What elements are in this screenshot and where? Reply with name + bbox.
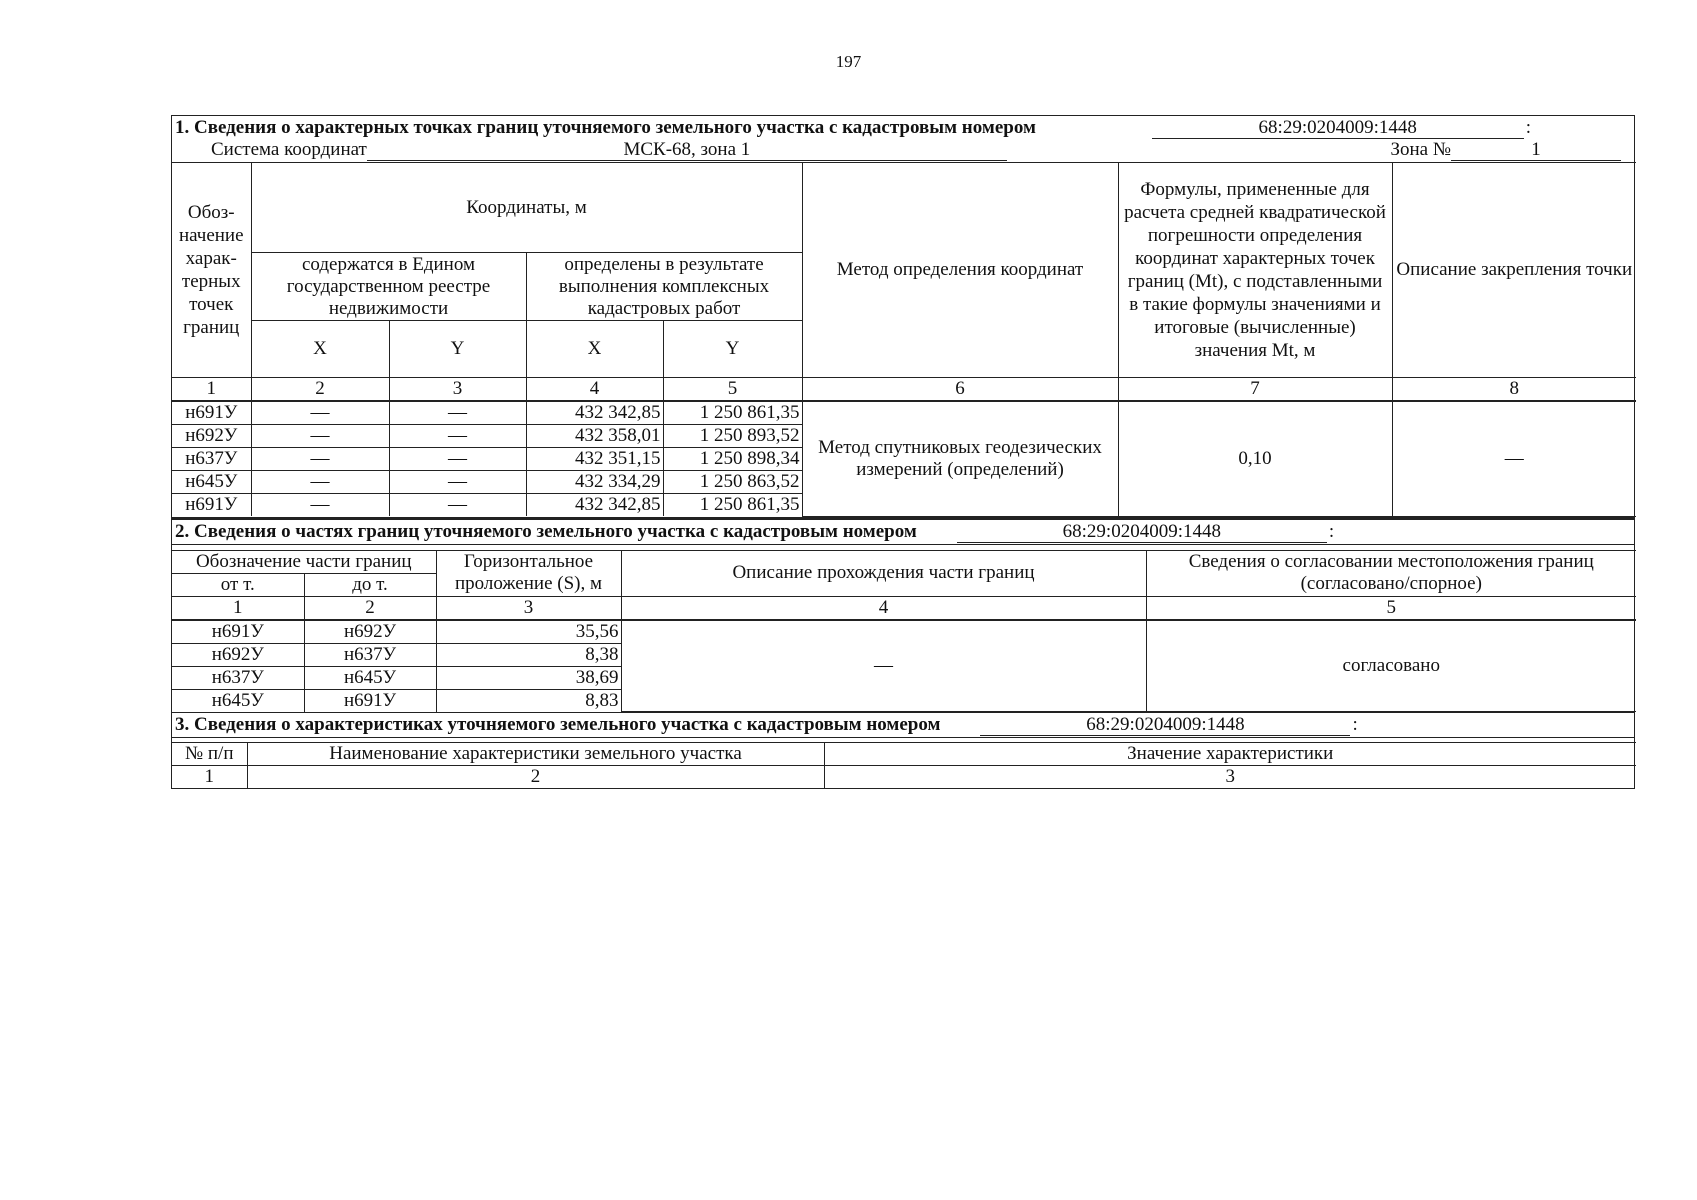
section-3-colon: : — [1352, 714, 1358, 735]
reg-y-value: — — [389, 448, 526, 471]
header-reg-x: X — [251, 321, 389, 378]
agreement-value: согласовано — [1146, 620, 1636, 712]
section-1-colon: : — [1525, 117, 1531, 138]
header-determined: определены в результате выполнения комплексных кадастровых работ — [526, 253, 802, 321]
from-point: н645У — [172, 689, 304, 712]
zone-label: Зона № — [1390, 139, 1451, 160]
horizontal-value: 8,83 — [436, 689, 621, 712]
col-number: 3 — [824, 766, 1636, 789]
horizontal-value: 8,38 — [436, 643, 621, 666]
to-point: н637У — [304, 643, 436, 666]
header-formulas: Формулы, примененные для расчета средней квадратической погрешности определения координат характерных точек границ (Mt), с подставленными в такие формулы значениями и итоговые (вычисленные) значения Mt, м — [1118, 163, 1392, 378]
y-value: 1 250 898,34 — [663, 448, 802, 471]
col-number: 5 — [1146, 596, 1636, 620]
header-value: Значение характеристики — [824, 743, 1636, 766]
header-in-registry: содержатся в Едином государственном реестре недвижимости — [251, 253, 526, 321]
y-value: 1 250 863,52 — [663, 471, 802, 494]
section-3 — [171, 713, 1635, 789]
point-name: н637У — [172, 448, 251, 471]
document-body — [171, 115, 1635, 789]
section-2 — [171, 518, 1635, 714]
header-description: Описание прохождения части границ — [621, 550, 1146, 596]
x-value: 432 334,29 — [526, 471, 663, 494]
to-point: н692У — [304, 620, 436, 644]
x-value: 432 358,01 — [526, 425, 663, 448]
header-horizontal: Горизонтальное проложение (S), м — [436, 550, 621, 596]
header-num: № п/п — [172, 743, 247, 766]
to-point: н645У — [304, 666, 436, 689]
reg-y-value: — — [389, 494, 526, 517]
col-number: 3 — [436, 596, 621, 620]
mt-value: 0,10 — [1118, 401, 1392, 516]
y-value: 1 250 861,35 — [663, 401, 802, 425]
col-number: 4 — [621, 596, 1146, 620]
col-number: 7 — [1118, 378, 1392, 402]
section-1-cadastral-number: 68:29:0204009:1448 — [1152, 118, 1524, 139]
header-fixing: Описание закрепления точки — [1392, 163, 1636, 378]
section-2-title: 2. Сведения о частях границ уточняемого земельного участка с кадастровым номером — [175, 520, 917, 542]
reg-y-value: — — [389, 401, 526, 425]
coord-system-value: МСК-68, зона 1 — [367, 140, 1007, 161]
page-number: 197 — [835, 52, 862, 71]
header-reg-y: Y — [389, 321, 526, 378]
y-value: 1 250 861,35 — [663, 494, 802, 517]
section-3-header — [172, 713, 1634, 738]
header-coordinates: Координаты, м — [251, 163, 802, 253]
col-number: 8 — [1392, 378, 1636, 402]
to-point: н691У — [304, 689, 436, 712]
col-number: 3 — [389, 378, 526, 402]
section-2-header — [172, 520, 1634, 545]
header-part-designation: Обозначение части границ — [172, 550, 436, 573]
point-name: н645У — [172, 471, 251, 494]
col-number: 2 — [304, 596, 436, 620]
reg-y-value: — — [389, 425, 526, 448]
section-1 — [171, 115, 1635, 518]
method-value: Метод спутниковых геодезических измерений (определений) — [802, 401, 1118, 516]
reg-x-value: — — [251, 401, 389, 425]
point-name: н691У — [172, 494, 251, 517]
section-1-title: 1. Сведения о характерных точках границ уточняемого земельного участка с кадастровым номером — [175, 117, 1036, 138]
table-row — [172, 620, 1636, 644]
header-method: Метод определения координат — [802, 163, 1118, 378]
col-number: 4 — [526, 378, 663, 402]
section-2-colon: : — [1328, 520, 1335, 542]
col-number: 2 — [251, 378, 389, 402]
y-value: 1 250 893,52 — [663, 425, 802, 448]
coord-system-label: Система координат — [211, 139, 367, 160]
col-number: 5 — [663, 378, 802, 402]
x-value: 432 351,15 — [526, 448, 663, 471]
section-3-title: 3. Сведения о характеристиках уточняемого земельного участка с кадастровым номером — [175, 714, 941, 735]
point-name: н692У — [172, 425, 251, 448]
header-from: от т. — [172, 573, 304, 596]
col-number: 1 — [172, 596, 304, 620]
header-x: X — [526, 321, 663, 378]
fixing-value: — — [1392, 401, 1636, 516]
description-value: — — [621, 620, 1146, 712]
col-number: 6 — [802, 378, 1118, 402]
points-table — [172, 162, 1636, 517]
col-number: 1 — [172, 766, 247, 789]
reg-y-value: — — [389, 471, 526, 494]
from-point: н692У — [172, 643, 304, 666]
reg-x-value: — — [251, 494, 389, 517]
table-row — [172, 401, 1636, 425]
horizontal-value: 35,56 — [436, 620, 621, 644]
col-number: 2 — [247, 766, 824, 789]
characteristics-table — [172, 742, 1636, 788]
x-value: 432 342,85 — [526, 494, 663, 517]
section-1-header — [172, 116, 1634, 163]
x-value: 432 342,85 — [526, 401, 663, 425]
from-point: н637У — [172, 666, 304, 689]
horizontal-value: 38,69 — [436, 666, 621, 689]
header-y: Y — [663, 321, 802, 378]
reg-x-value: — — [251, 425, 389, 448]
header-agreement: Сведения о согласовании местоположения границ (согласовано/спорное) — [1146, 550, 1636, 596]
section-2-cadastral-number: 68:29:0204009:1448 — [957, 522, 1327, 543]
section-3-cadastral-number: 68:29:0204009:1448 — [980, 715, 1350, 736]
reg-x-value: — — [251, 471, 389, 494]
parts-table — [172, 550, 1636, 713]
header-designation: Обоз-начение харак-терных точек границ — [172, 163, 251, 378]
zone-value: 1 — [1451, 140, 1621, 161]
col-number: 1 — [172, 378, 251, 402]
header-name: Наименование характеристики земельного участка — [247, 743, 824, 766]
reg-x-value: — — [251, 448, 389, 471]
header-to: до т. — [304, 573, 436, 596]
from-point: н691У — [172, 620, 304, 644]
point-name: н691У — [172, 401, 251, 425]
